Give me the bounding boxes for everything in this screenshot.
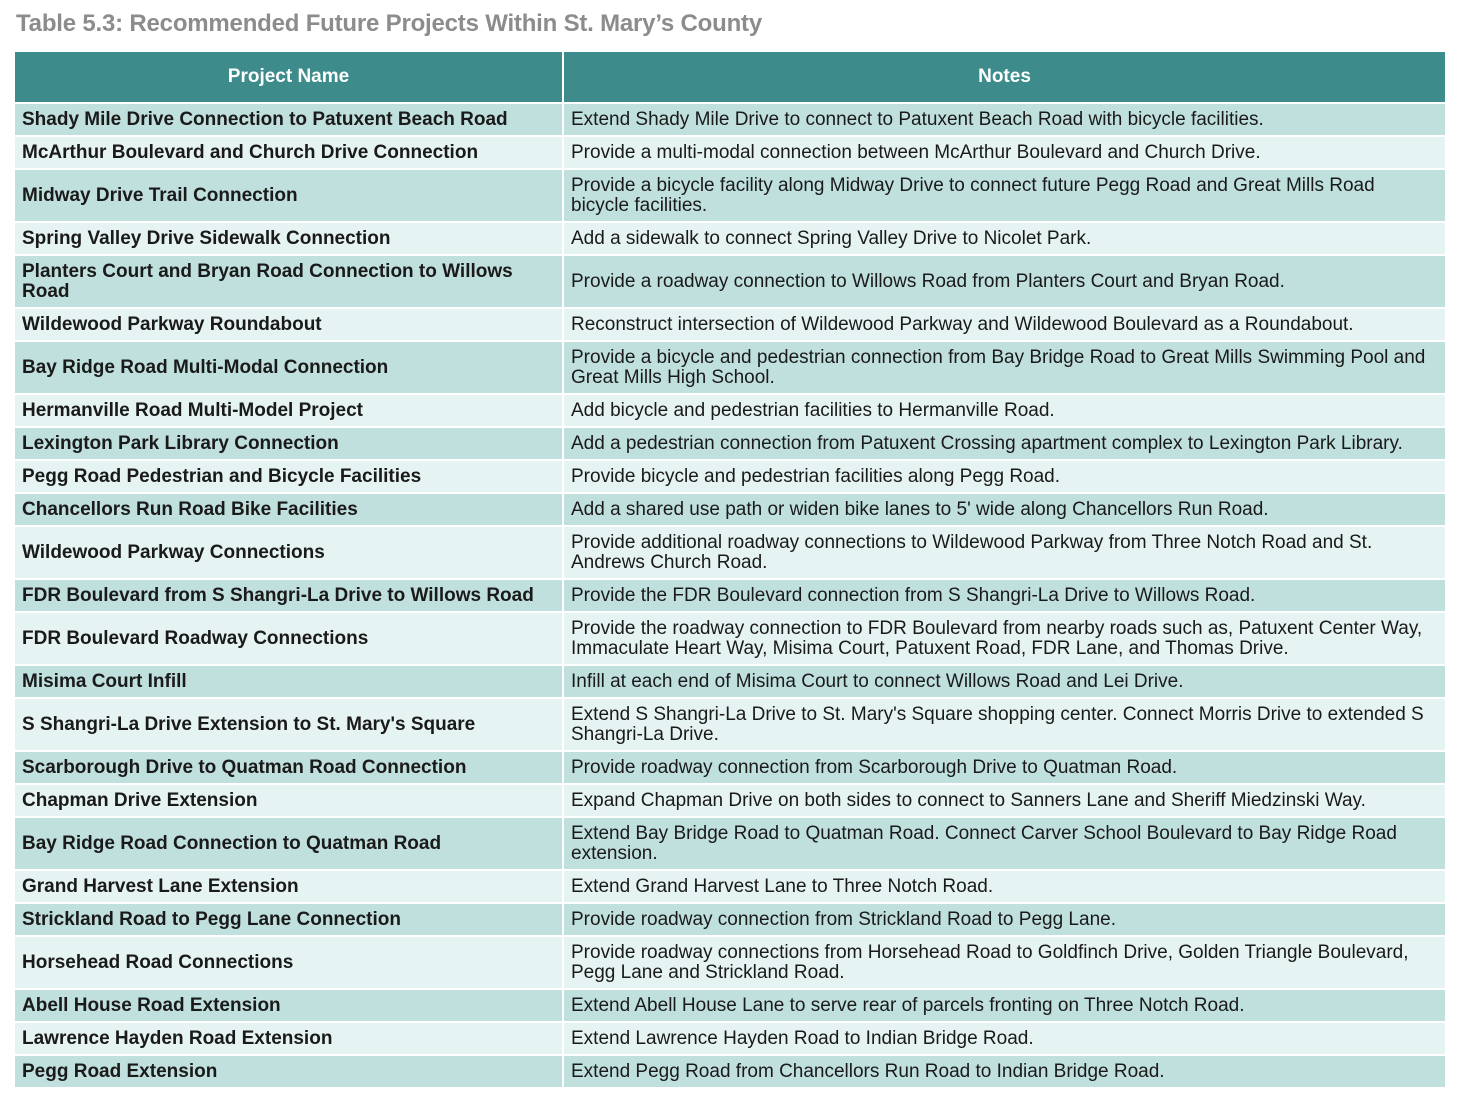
project-name-cell: Hermanville Road Multi-Model Project [15, 394, 563, 427]
notes-cell: Provide bicycle and pedestrian facilities along Pegg Road. [563, 460, 1445, 493]
table-row [15, 427, 1445, 460]
project-name-cell: FDR Boulevard Roadway Connections [15, 612, 563, 665]
table-row [15, 579, 1445, 612]
table-row [15, 169, 1445, 222]
project-name-cell: Pegg Road Pedestrian and Bicycle Facilities [15, 460, 563, 493]
projects-table [15, 52, 1445, 1089]
table-row [15, 526, 1445, 579]
notes-cell: Provide roadway connections from Horsehead Road to Goldfinch Drive, Golden Triangle Boulevard, Pegg Lane and Strickland Road. [563, 936, 1445, 989]
project-name-cell: Scarborough Drive to Quatman Road Connection [15, 751, 563, 784]
table-row [15, 903, 1445, 936]
notes-cell: Extend Shady Mile Drive to connect to Patuxent Beach Road with bicycle facilities. [563, 103, 1445, 136]
table-row [15, 103, 1445, 136]
table-row [15, 870, 1445, 903]
table-row [15, 989, 1445, 1022]
project-name-cell: FDR Boulevard from S Shangri-La Drive to Willows Road [15, 579, 563, 612]
table-row [15, 308, 1445, 341]
project-name-cell: Wildewood Parkway Roundabout [15, 308, 563, 341]
notes-cell: Extend Pegg Road from Chancellors Run Road to Indian Bridge Road. [563, 1055, 1445, 1088]
notes-cell: Provide the roadway connection to FDR Boulevard from nearby roads such as, Patuxent Center Way, Immaculate Heart Way, Misima Court, Patuxent Road, FDR Lane, and Thomas Drive. [563, 612, 1445, 665]
table-row [15, 493, 1445, 526]
table-row [15, 665, 1445, 698]
project-name-cell: Lexington Park Library Connection [15, 427, 563, 460]
notes-cell: Provide the FDR Boulevard connection from S Shangri-La Drive to Willows Road. [563, 579, 1445, 612]
table-row [15, 751, 1445, 784]
table-row [15, 255, 1445, 308]
notes-cell: Add a sidewalk to connect Spring Valley Drive to Nicolet Park. [563, 222, 1445, 255]
notes-cell: Provide additional roadway connections to Wildewood Parkway from Three Notch Road and St. Andrews Church Road. [563, 526, 1445, 579]
table-row [15, 341, 1445, 394]
table-header-row [15, 52, 1445, 103]
table-row [15, 1022, 1445, 1055]
project-name-cell: Wildewood Parkway Connections [15, 526, 563, 579]
project-name-cell: Bay Ridge Road Multi-Modal Connection [15, 341, 563, 394]
project-name-cell: Spring Valley Drive Sidewalk Connection [15, 222, 563, 255]
notes-cell: Provide roadway connection from Strickland Road to Pegg Lane. [563, 903, 1445, 936]
notes-cell: Expand Chapman Drive on both sides to connect to Sanners Lane and Sheriff Miedzinski Way. [563, 784, 1445, 817]
project-name-cell: Lawrence Hayden Road Extension [15, 1022, 563, 1055]
project-name-cell: Misima Court Infill [15, 665, 563, 698]
notes-cell: Add a shared use path or widen bike lanes to 5' wide along Chancellors Run Road. [563, 493, 1445, 526]
table-row [15, 1055, 1445, 1088]
table-row [15, 784, 1445, 817]
notes-cell: Provide a bicycle facility along Midway Drive to connect future Pegg Road and Great Mills Road bicycle facilities. [563, 169, 1445, 222]
table-row [15, 817, 1445, 870]
project-name-cell: McArthur Boulevard and Church Drive Connection [15, 136, 563, 169]
table-row [15, 936, 1445, 989]
notes-cell: Provide roadway connection from Scarborough Drive to Quatman Road. [563, 751, 1445, 784]
notes-cell: Extend Grand Harvest Lane to Three Notch Road. [563, 870, 1445, 903]
notes-cell: Extend S Shangri-La Drive to St. Mary's Square shopping center. Connect Morris Drive to extended S Shangri-La Drive. [563, 698, 1445, 751]
project-name-cell: Planters Court and Bryan Road Connection to Willows Road [15, 255, 563, 308]
column-header-project-name: Project Name [15, 52, 563, 103]
project-name-cell: Grand Harvest Lane Extension [15, 870, 563, 903]
project-name-cell: S Shangri-La Drive Extension to St. Mary's Square [15, 698, 563, 751]
table-row [15, 698, 1445, 751]
project-name-cell: Midway Drive Trail Connection [15, 169, 563, 222]
notes-cell: Extend Lawrence Hayden Road to Indian Bridge Road. [563, 1022, 1445, 1055]
notes-cell: Extend Abell House Lane to serve rear of parcels fronting on Three Notch Road. [563, 989, 1445, 1022]
project-name-cell: Chancellors Run Road Bike Facilities [15, 493, 563, 526]
table-caption: Table 5.3: Recommended Future Projects Within St. Mary’s County [16, 10, 762, 37]
project-name-cell: Abell House Road Extension [15, 989, 563, 1022]
table-row [15, 136, 1445, 169]
project-name-cell: Bay Ridge Road Connection to Quatman Road [15, 817, 563, 870]
notes-cell: Add bicycle and pedestrian facilities to Hermanville Road. [563, 394, 1445, 427]
table-row [15, 394, 1445, 427]
table-row [15, 460, 1445, 493]
column-header-notes: Notes [563, 52, 1445, 103]
notes-cell: Provide a roadway connection to Willows Road from Planters Court and Bryan Road. [563, 255, 1445, 308]
notes-cell: Extend Bay Bridge Road to Quatman Road. Connect Carver School Boulevard to Bay Ridge Road extension. [563, 817, 1445, 870]
project-name-cell: Shady Mile Drive Connection to Patuxent Beach Road [15, 103, 563, 136]
notes-cell: Infill at each end of Misima Court to connect Willows Road and Lei Drive. [563, 665, 1445, 698]
notes-cell: Add a pedestrian connection from Patuxent Crossing apartment complex to Lexington Park Library. [563, 427, 1445, 460]
table-row [15, 222, 1445, 255]
project-name-cell: Chapman Drive Extension [15, 784, 563, 817]
table-row [15, 612, 1445, 665]
notes-cell: Reconstruct intersection of Wildewood Parkway and Wildewood Boulevard as a Roundabout. [563, 308, 1445, 341]
notes-cell: Provide a bicycle and pedestrian connection from Bay Bridge Road to Great Mills Swimming Pool and Great Mills High School. [563, 341, 1445, 394]
project-name-cell: Horsehead Road Connections [15, 936, 563, 989]
notes-cell: Provide a multi-modal connection between McArthur Boulevard and Church Drive. [563, 136, 1445, 169]
project-name-cell: Strickland Road to Pegg Lane Connection [15, 903, 563, 936]
table-body [15, 103, 1445, 1088]
project-name-cell: Pegg Road Extension [15, 1055, 563, 1088]
